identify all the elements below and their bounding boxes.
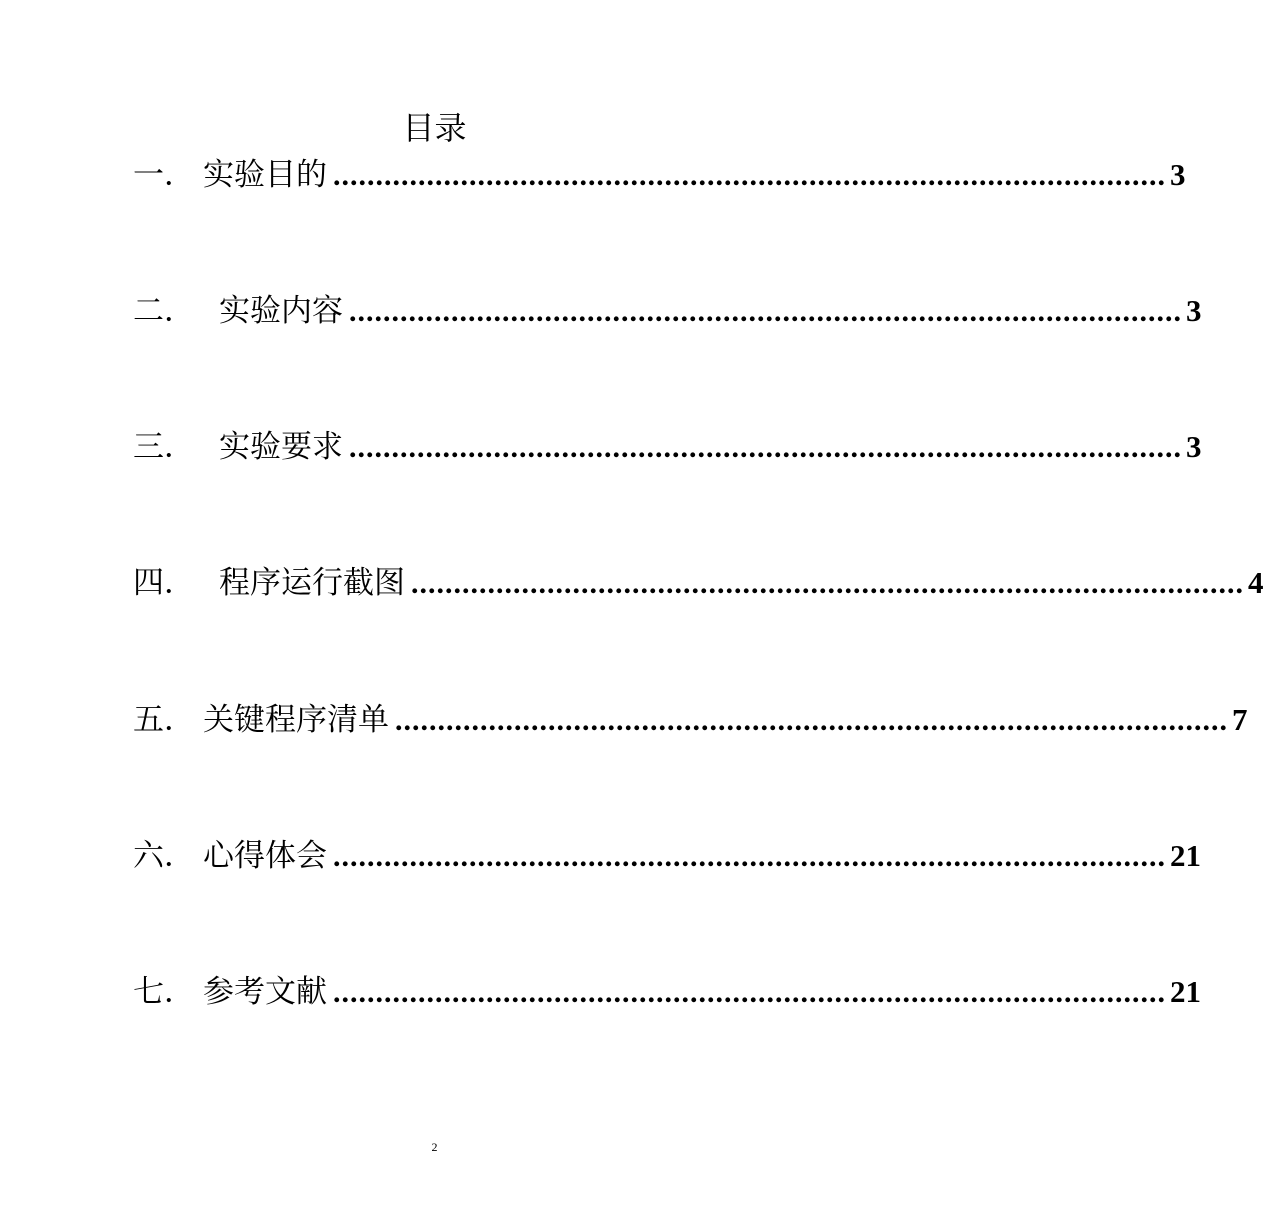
toc-entry-5[interactable]	[133, 698, 1248, 742]
toc-entry-page: 21	[1170, 974, 1201, 1009]
toc-entry-number: 一．	[133, 157, 195, 193]
toc-dot-leader: ..................................................................................................	[333, 976, 1166, 1009]
toc-entry-label: 实验内容	[219, 293, 343, 329]
toc-entry-label: 心得体会	[203, 838, 327, 874]
toc-entry-label: 程序运行截图	[219, 565, 405, 601]
toc-entry-1[interactable]	[133, 153, 1186, 197]
toc-entry-7[interactable]	[133, 970, 1201, 1014]
toc-entry-label: 实验目的	[203, 157, 327, 193]
toc-entry-6[interactable]	[133, 834, 1201, 878]
toc-entry-number: 四．	[133, 565, 195, 601]
toc-entry-2[interactable]	[133, 289, 1202, 333]
toc-entry-number: 二．	[133, 293, 195, 329]
toc-entry-page: 4	[1248, 565, 1264, 600]
toc-dot-leader: ..................................................................................................	[333, 159, 1166, 192]
toc-entry-label: 实验要求	[219, 429, 343, 465]
toc-entry-number: 七．	[133, 974, 195, 1010]
toc-entry-number: 五．	[133, 702, 195, 738]
toc-dot-leader: ..................................................................................................	[333, 840, 1166, 873]
toc-dot-leader: ..................................................................................................	[349, 431, 1182, 464]
toc-entry-label: 关键程序清单	[203, 702, 389, 738]
toc-entry-4[interactable]	[133, 561, 1264, 605]
toc-entry-3[interactable]	[133, 425, 1202, 469]
toc-dot-leader: ..................................................................................................	[349, 295, 1182, 328]
toc-entry-page: 21	[1170, 838, 1201, 873]
toc-dot-leader: ..................................................................................................	[395, 704, 1228, 737]
page-number: 2	[431, 1140, 438, 1154]
toc-entry-page: 3	[1186, 429, 1202, 464]
toc-entry-page: 3	[1170, 157, 1186, 192]
toc-entry-number: 三．	[133, 429, 195, 465]
toc-entry-page: 3	[1186, 293, 1202, 328]
toc-entry-number: 六．	[133, 838, 195, 874]
toc-title: 目录	[402, 109, 467, 147]
toc-dot-leader: ..................................................................................................	[411, 567, 1244, 600]
toc-entry-label: 参考文献	[203, 974, 327, 1010]
toc-entry-page: 7	[1232, 702, 1248, 737]
